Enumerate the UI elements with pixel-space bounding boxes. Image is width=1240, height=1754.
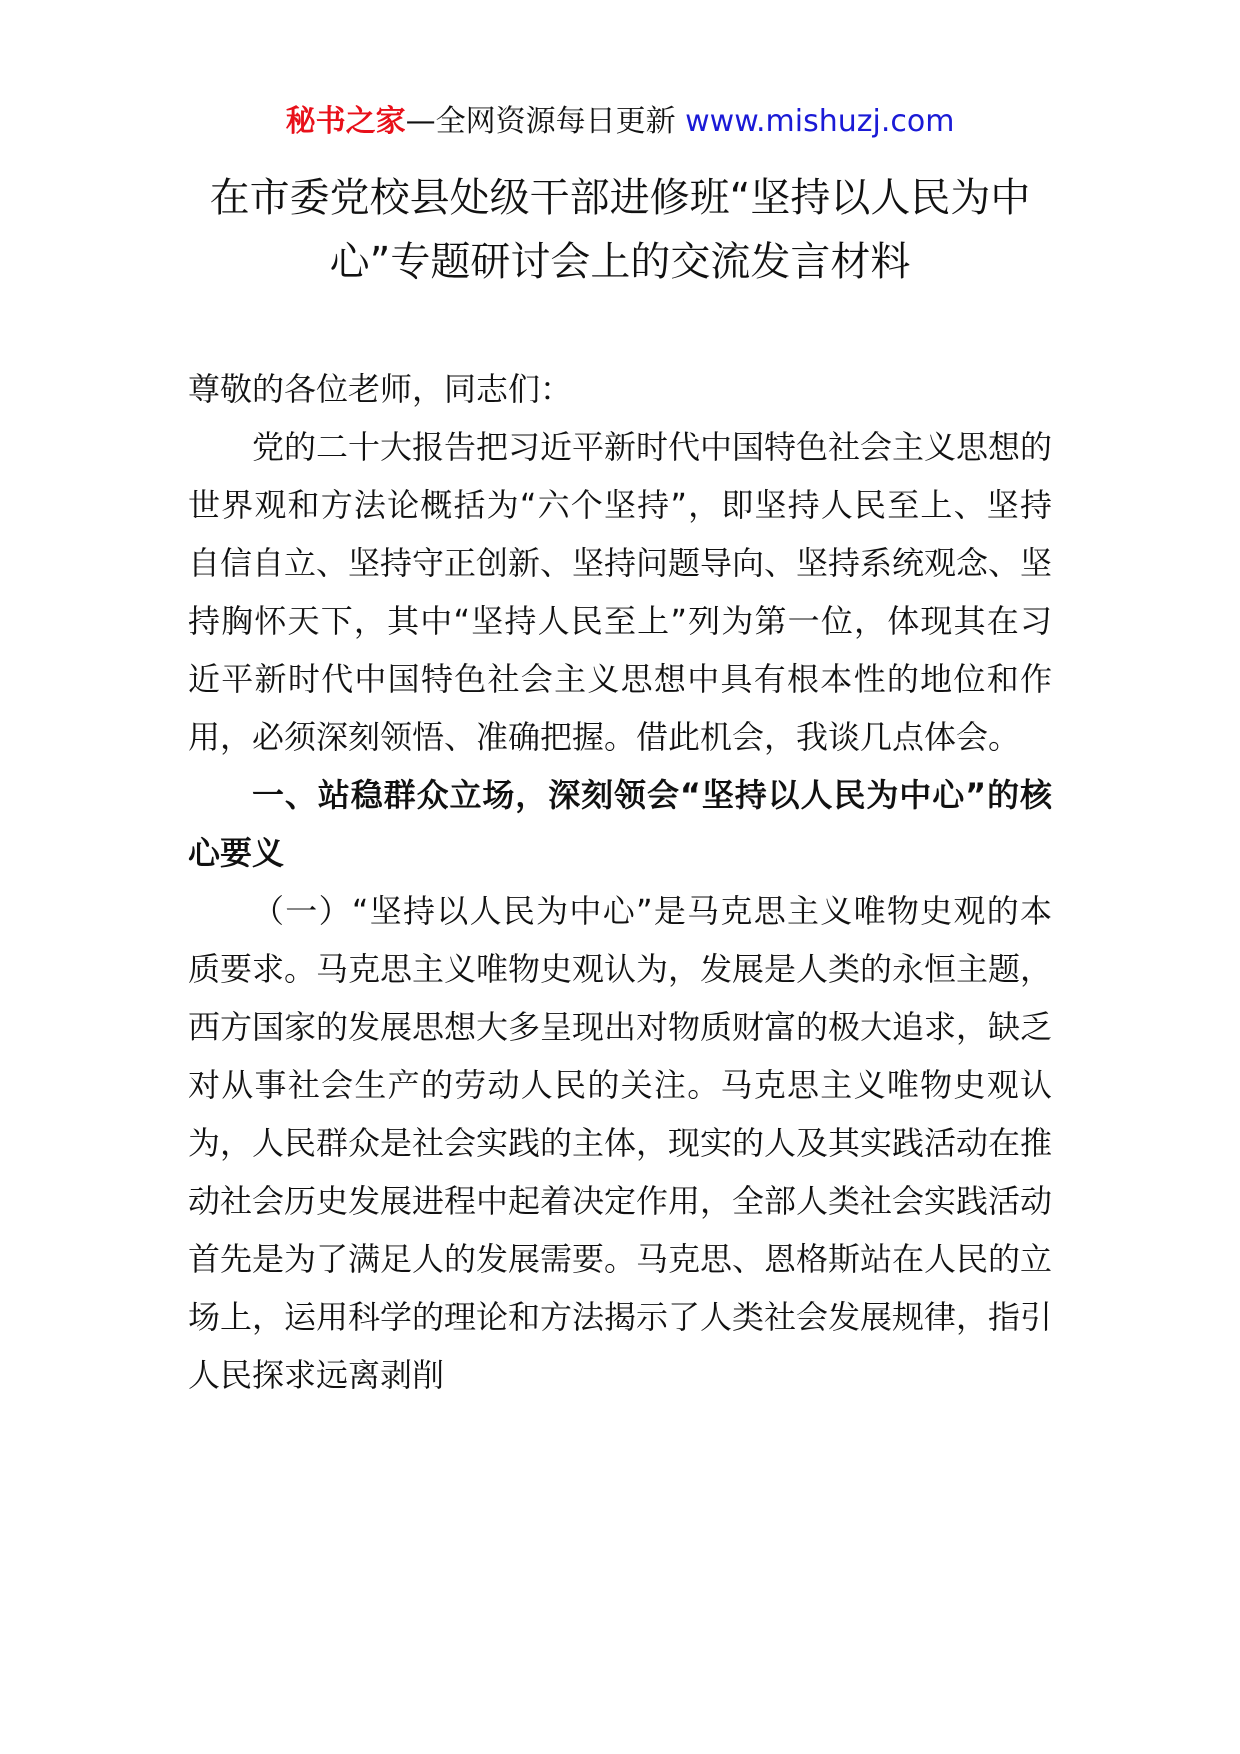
site-url-link[interactable]: www.mishuzj.com	[685, 104, 955, 139]
site-header	[0, 100, 1240, 144]
header-tagline: —全网资源每日更新	[405, 104, 686, 139]
brand-name: 秘书之家	[285, 104, 406, 139]
section-heading: 一、站稳群众立场，深刻领会“坚持以人民为中心”的核心要义	[188, 776, 1052, 872]
body-paragraph: 党的二十大报告把习近平新时代中国特色社会主义思想的世界观和方法论概括为“六个坚持”，即坚持人民至上、坚持自信自立、坚持守正创新、坚持问题导向、坚持系统观念、坚持胸怀天下，其中“坚持人民至上”列为第一位，体现其在习近平新时代中国特色社会主义思想中具有根本性的地位和作用，必须深刻领悟、准确把握。借此机会，我谈几点体会。	[188, 428, 1053, 756]
document-title: 在市委党校县处级干部进修班“坚持以人民为中心”专题研讨会上的交流发言材料	[209, 175, 1031, 285]
body-paragraph: （一）“坚持以人民为中心”是马克思主义唯物史观的本质要求。马克思主义唯物史观认为，发展是人类的永恒主题，西方国家的发展思想大多呈现出对物质财富的极大追求，缺乏对从事社会生产的劳动人民的关注。马克思主义唯物史观认为，人民群众是社会实践的主体，现实的人及其实践活动在推动社会历史发展进程中起着决定作用，全部人类社会实践活动首先是为了满足人的发展需要。马克思、恩格斯站在人民的立场上，运用科学的理论和方法揭示了人类社会发展规律，指引人民探求远离剥削	[188, 892, 1053, 1394]
document-body	[188, 360, 1052, 1404]
salutation: 尊敬的各位老师，同志们：	[188, 370, 573, 408]
